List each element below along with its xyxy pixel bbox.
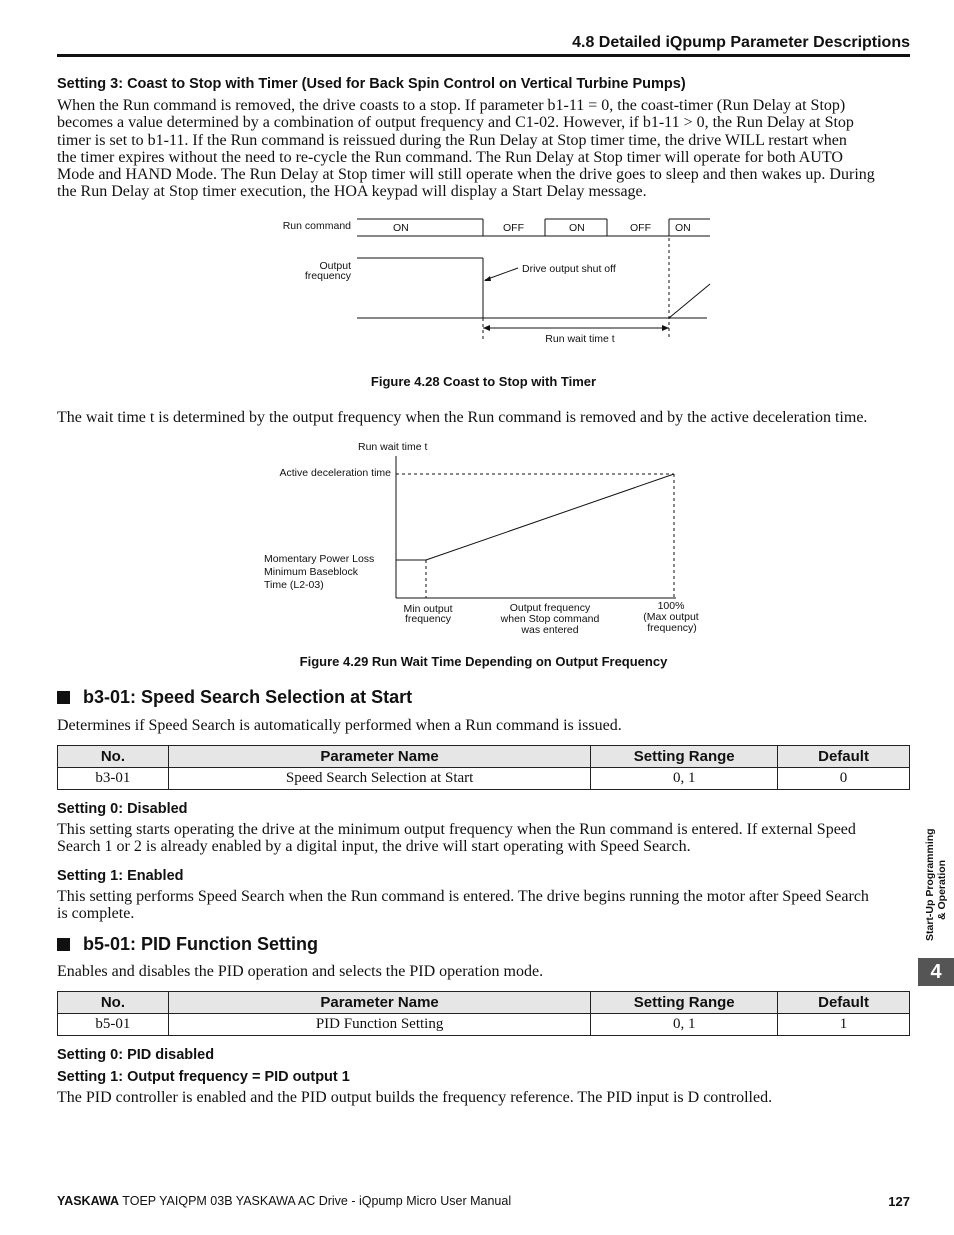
- min-output-freq-label: Min output: [403, 603, 453, 615]
- table-cell: 1: [778, 1014, 910, 1036]
- text-line: This setting starts operating the drive at the minimum output frequency when the Run command is entered. If external Speed: [57, 821, 856, 838]
- drive-output-shutoff-label: Drive output shut off: [522, 263, 616, 275]
- b3-01-heading: [57, 687, 412, 708]
- table-header-cell: Setting Range: [591, 992, 778, 1014]
- run-wait-time-label: Run wait time t: [545, 333, 615, 345]
- table-header-row: [58, 992, 910, 1014]
- baseblock-label-line: Momentary Power Loss: [264, 553, 375, 565]
- figure-28-timing-diagram: [0, 0, 954, 400]
- setting3-line: timer is set to b1-11. If the Run command is reissued during the Run Delay at Stop timer time, the drive WILL restart when: [57, 131, 847, 149]
- stop-freq-label: was entered: [521, 624, 579, 636]
- b5-01-parameter-table: [57, 991, 910, 1036]
- table-header-cell: Parameter Name: [168, 992, 590, 1014]
- chapter-side-label: [918, 815, 954, 945]
- setting3-line: the timer expires without the need to re-cycle the Run command. The Run Delay at Stop timer will operate for both AUTO: [57, 148, 843, 166]
- run-state-label: ON: [675, 222, 691, 234]
- b3-01-heading-text: b3-01: Speed Search Selection at Start: [83, 687, 413, 707]
- page-header-title: 4.8 Detailed iQpump Parameter Descriptions: [572, 34, 910, 51]
- b5-01-heading-text: b5-01: PID Function Setting: [83, 934, 319, 954]
- b5-01-setting1-text: The PID controller is enabled and the PID output builds the frequency reference. The PID input is D controlled.: [57, 1089, 773, 1106]
- page-number: 127: [888, 1194, 910, 1209]
- setting3-heading: Setting 3: Coast to Stop with Timer (Used for Back Spin Control on Vertical Turbine Pumps): [57, 76, 686, 92]
- table-cell: b3-01: [58, 768, 169, 790]
- side-label-line: Start-Up Programming: [924, 828, 936, 941]
- stop-freq-label: Output frequency: [509, 602, 591, 614]
- b5-01-heading: [57, 934, 318, 955]
- output-frequency-label-2: frequency: [304, 270, 351, 282]
- active-decel-time-label: Active deceleration time: [279, 467, 391, 479]
- table-header-cell: No.: [58, 746, 169, 768]
- b5-01-setting0-heading: Setting 0: PID disabled: [57, 1047, 215, 1063]
- table-header-cell: No.: [58, 992, 169, 1014]
- run-state-label: ON: [393, 222, 409, 234]
- b5-01-intro: Enables and disables the PID operation and selects the PID operation mode.: [57, 963, 544, 980]
- b3-01-setting1-heading: Setting 1: Enabled: [57, 868, 184, 884]
- baseblock-label-line: Minimum Baseblock: [264, 566, 358, 578]
- square-bullet-icon: [57, 691, 70, 704]
- table-cell: 0: [778, 768, 910, 790]
- y-axis-title: Run wait time t: [358, 441, 428, 453]
- max-freq-label: 100%: [657, 600, 685, 612]
- b5-01-setting1-heading: Setting 1: Output frequency = PID output 1: [57, 1069, 350, 1085]
- table-cell: 0, 1: [591, 768, 778, 790]
- side-label-line: & Operation: [936, 859, 948, 920]
- table-cell: 0, 1: [591, 1014, 778, 1036]
- setting3-line: When the Run command is removed, the drive coasts to a stop. If parameter b1-11 = 0, the coast-timer (Run Delay at Stop): [57, 97, 846, 114]
- table-row: [58, 1014, 910, 1036]
- table-header-cell: Default: [778, 746, 910, 768]
- table-cell: b5-01: [58, 1014, 169, 1036]
- table-row: [58, 768, 910, 790]
- figure-29-wait-time-graph: [0, 430, 954, 645]
- table-cell: PID Function Setting: [168, 1014, 590, 1036]
- stop-freq-label: when Stop command: [500, 613, 600, 625]
- max-freq-label: frequency): [647, 622, 697, 634]
- setting3-line: Mode and HAND Mode. The Run Delay at Stop timer will still operate when the drive goes to sleep and then wakes up. During: [57, 166, 875, 184]
- b3-01-intro: Determines if Speed Search is automatically performed when a Run command is issued.: [57, 717, 622, 734]
- figure-29-caption: Figure 4.29 Run Wait Time Depending on Output Frequency: [299, 654, 668, 669]
- wait-time-paragraph: The wait time t is determined by the output frequency when the Run command is removed and by the active deceleration time.: [57, 409, 868, 426]
- footer-text: TOEP YAIQPM 03B YASKAWA AC Drive - iQpump Micro User Manual: [119, 1194, 512, 1208]
- setting3-line: becomes a value determined by a combination of output frequency and C1-02. However, if b1-11 > 0, the Run Delay at Stop: [57, 114, 854, 132]
- baseblock-label-line: Time (L2-03): [264, 579, 324, 591]
- min-output-freq-label: frequency: [404, 613, 452, 625]
- table-header-cell: Parameter Name: [168, 746, 590, 768]
- table-cell: Speed Search Selection at Start: [168, 768, 590, 790]
- b3-01-parameter-table: [57, 745, 910, 790]
- text-line: This setting performs Speed Search when the Run command is entered. The drive begins running the motor after Speed Search: [57, 888, 869, 905]
- chapter-tab: 4: [918, 958, 954, 986]
- table-header-row: [58, 746, 910, 768]
- figure-28-caption: Figure 4.28 Coast to Stop with Timer: [370, 374, 597, 389]
- run-command-label: Run command: [282, 220, 351, 232]
- square-bullet-icon: [57, 938, 70, 951]
- page-footer: [57, 1194, 511, 1208]
- table-header-cell: Setting Range: [591, 746, 778, 768]
- output-frequency-label-1: Output: [319, 260, 351, 272]
- run-state-label: OFF: [503, 222, 524, 234]
- setting3-line: the Run Delay at Stop timer execution, the HOA keypad will display a Start Delay message.: [57, 183, 647, 201]
- run-state-label: ON: [569, 222, 585, 234]
- max-freq-label: (Max output: [643, 611, 699, 623]
- text-line: Search 1 or 2 is already enabled by a digital input, the drive will start operating with Speed Search.: [57, 838, 691, 856]
- run-state-label: OFF: [630, 222, 651, 234]
- b3-01-setting0-text: [57, 821, 910, 856]
- b3-01-setting0-heading: Setting 0: Disabled: [57, 801, 188, 817]
- b3-01-setting1-text: [57, 888, 910, 923]
- table-header-cell: Default: [778, 992, 910, 1014]
- text-line: is complete.: [57, 905, 135, 923]
- footer-brand: YASKAWA: [57, 1194, 120, 1208]
